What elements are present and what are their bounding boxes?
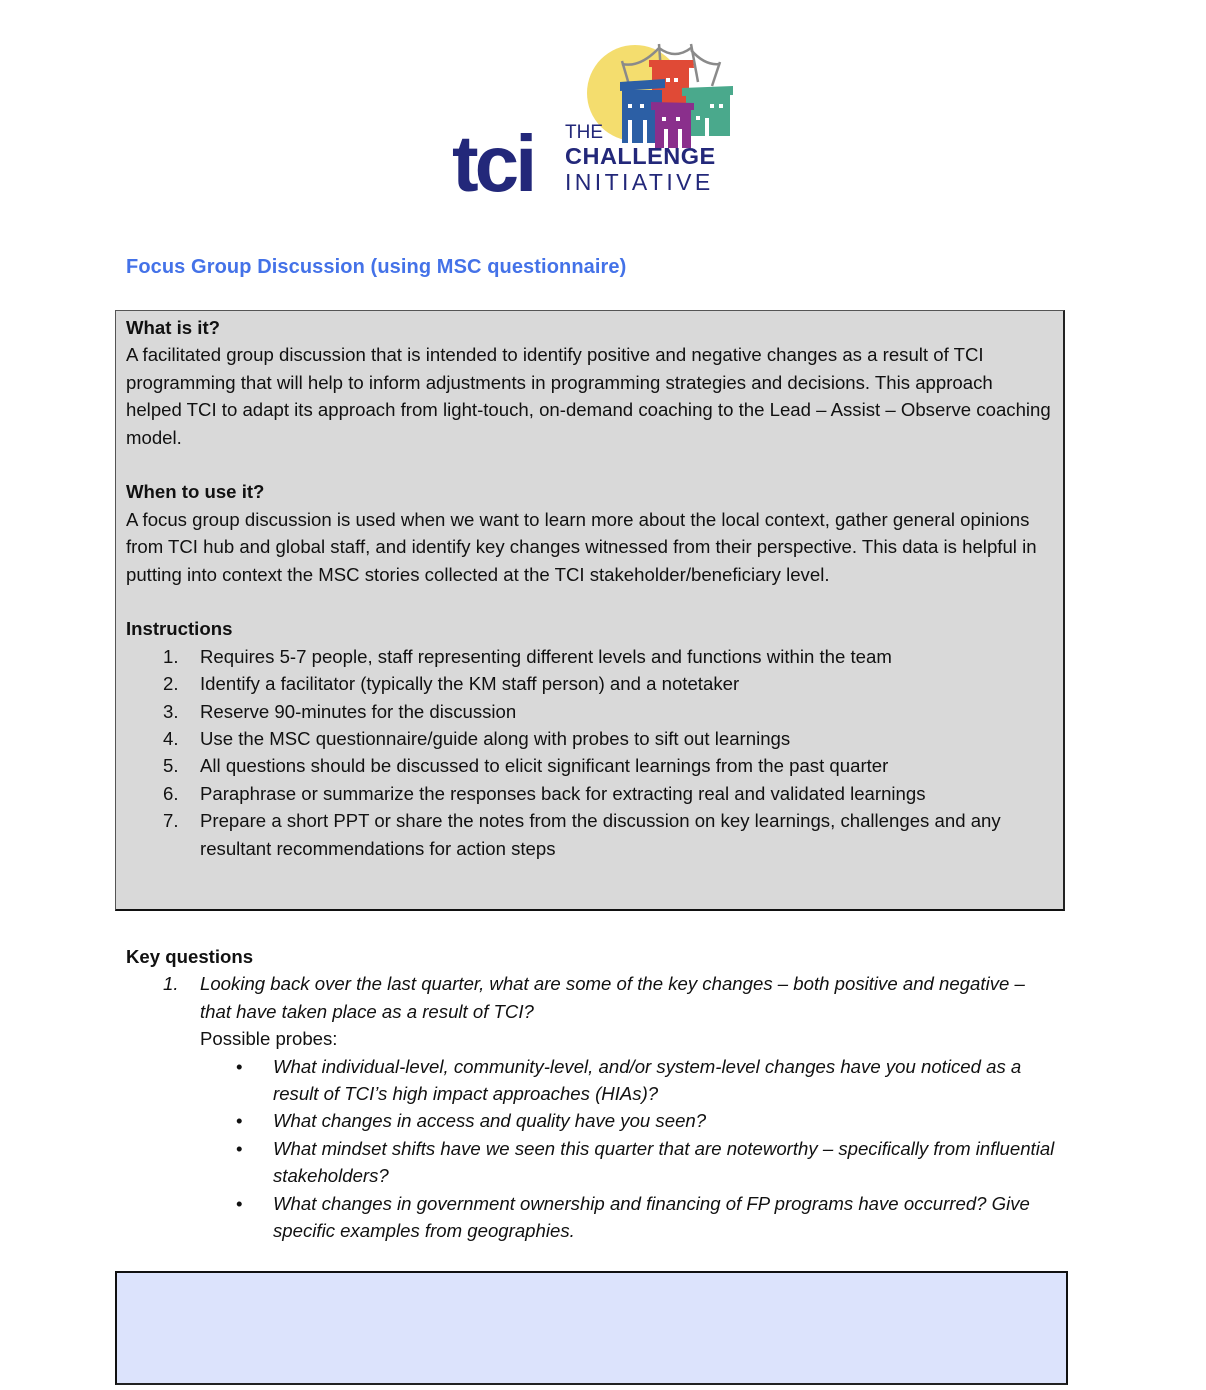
- probe-text: What changes in access and quality have you seen?: [273, 1110, 707, 1132]
- key-question-body: [200, 970, 1076, 1244]
- probe-item: [200, 1190, 1076, 1245]
- key-question-item: [126, 970, 1076, 1244]
- instruction-number: 6.: [163, 782, 179, 804]
- instruction-item: [126, 752, 1053, 779]
- instruction-item: [126, 670, 1053, 697]
- instruction-item: [126, 698, 1053, 725]
- instruction-text: Paraphrase or summarize the responses back for extracting real and validated learnings: [200, 782, 926, 804]
- page-title: Focus Group Discussion (using MSC questionnaire): [126, 256, 627, 278]
- instruction-number: 5.: [163, 755, 179, 777]
- purple-building-icon: [651, 102, 694, 148]
- logo-line3: INITIATIVE: [565, 169, 714, 195]
- when-heading: When to use it?: [126, 481, 265, 503]
- tci-logo: [450, 36, 760, 201]
- when-text: A focus group discussion is used when we want to learn more about the local context, gather general opinions from TCI hub and global staff, and identify key changes witnessed from their perspective. This data is helpful in putting into context the MSC stories collected at the TCI stakeholder/beneficiary level.: [126, 508, 1037, 585]
- instruction-number: 7.: [163, 810, 179, 832]
- key-question-text: Looking back over the last quarter, what are some of the key changes – both positive and negative – that have taken place as a result of TCI?: [200, 973, 1025, 1022]
- probe-item: [200, 1135, 1076, 1190]
- instruction-item: [126, 807, 1053, 862]
- bullet-icon: •: [236, 1055, 243, 1077]
- probe-item: [200, 1107, 1076, 1134]
- instruction-item: [126, 725, 1053, 752]
- key-questions-heading: Key questions: [126, 946, 254, 967]
- instruction-number: 3.: [163, 700, 179, 722]
- instruction-text: Requires 5-7 people, staff representing different levels and functions within the team: [200, 645, 892, 667]
- instruction-text: Identify a facilitator (typically the KM staff person) and a notetaker: [200, 673, 740, 695]
- spacer: [126, 451, 1053, 478]
- logo-line2: CHALLENGE: [565, 143, 716, 169]
- probe-item: [200, 1053, 1076, 1108]
- instruction-item: [126, 643, 1053, 670]
- bullet-icon: •: [236, 1110, 243, 1132]
- instruction-item: [126, 780, 1053, 807]
- instruction-number: 2.: [163, 673, 179, 695]
- logo-line1: THE: [565, 122, 603, 143]
- instruction-text: Use the MSC questionnaire/guide along with probes to sift out learnings: [200, 728, 791, 750]
- instruction-text: Prepare a short PPT or share the notes from the discussion on key learnings, challenges and any resultant recommendations for action steps: [200, 810, 1001, 859]
- probe-text: What mindset shifts have we seen this quarter that are noteworthy – specifically from influential stakeholders?: [273, 1137, 1055, 1187]
- probe-text: What individual-level, community-level, and/or system-level changes have you noticed as a result of TCI’s high impact approaches (HIAs)?: [273, 1055, 1022, 1105]
- instructions-list: [126, 643, 1053, 862]
- instruction-text: All questions should be discussed to elicit significant learnings from the past quarter: [200, 755, 889, 777]
- probe-text: What changes in government ownership and financing of FP programs have occurred? Give specific examples from geographies.: [273, 1192, 1030, 1242]
- probes-label: Possible probes:: [200, 1028, 338, 1050]
- instructions-heading: Instructions: [126, 618, 233, 640]
- what-heading: What is it?: [126, 317, 220, 338]
- probes-list: [200, 1053, 1076, 1245]
- blue-callout-box: [115, 1271, 1068, 1385]
- instruction-number: 1.: [163, 645, 179, 667]
- spacer: [126, 588, 1053, 615]
- instruction-text: Reserve 90-minutes for the discussion: [200, 700, 517, 722]
- what-text: A facilitated group discussion that is intended to identify positive and negative changes as a result of TCI programming that will help to inform adjustments in programming strategies and decisions. This approach helped TCI to adapt its approach from light-touch, on-demand coaching to the Lead – Assist – Observe coaching model.: [126, 344, 1051, 448]
- instruction-number: 4.: [163, 728, 179, 750]
- key-question-number: 1.: [163, 973, 179, 995]
- bullet-icon: •: [236, 1137, 243, 1159]
- info-box: [115, 310, 1065, 911]
- key-questions-section: [126, 943, 1076, 1244]
- bullet-icon: •: [236, 1192, 243, 1214]
- logo-acronym: tci: [452, 119, 534, 201]
